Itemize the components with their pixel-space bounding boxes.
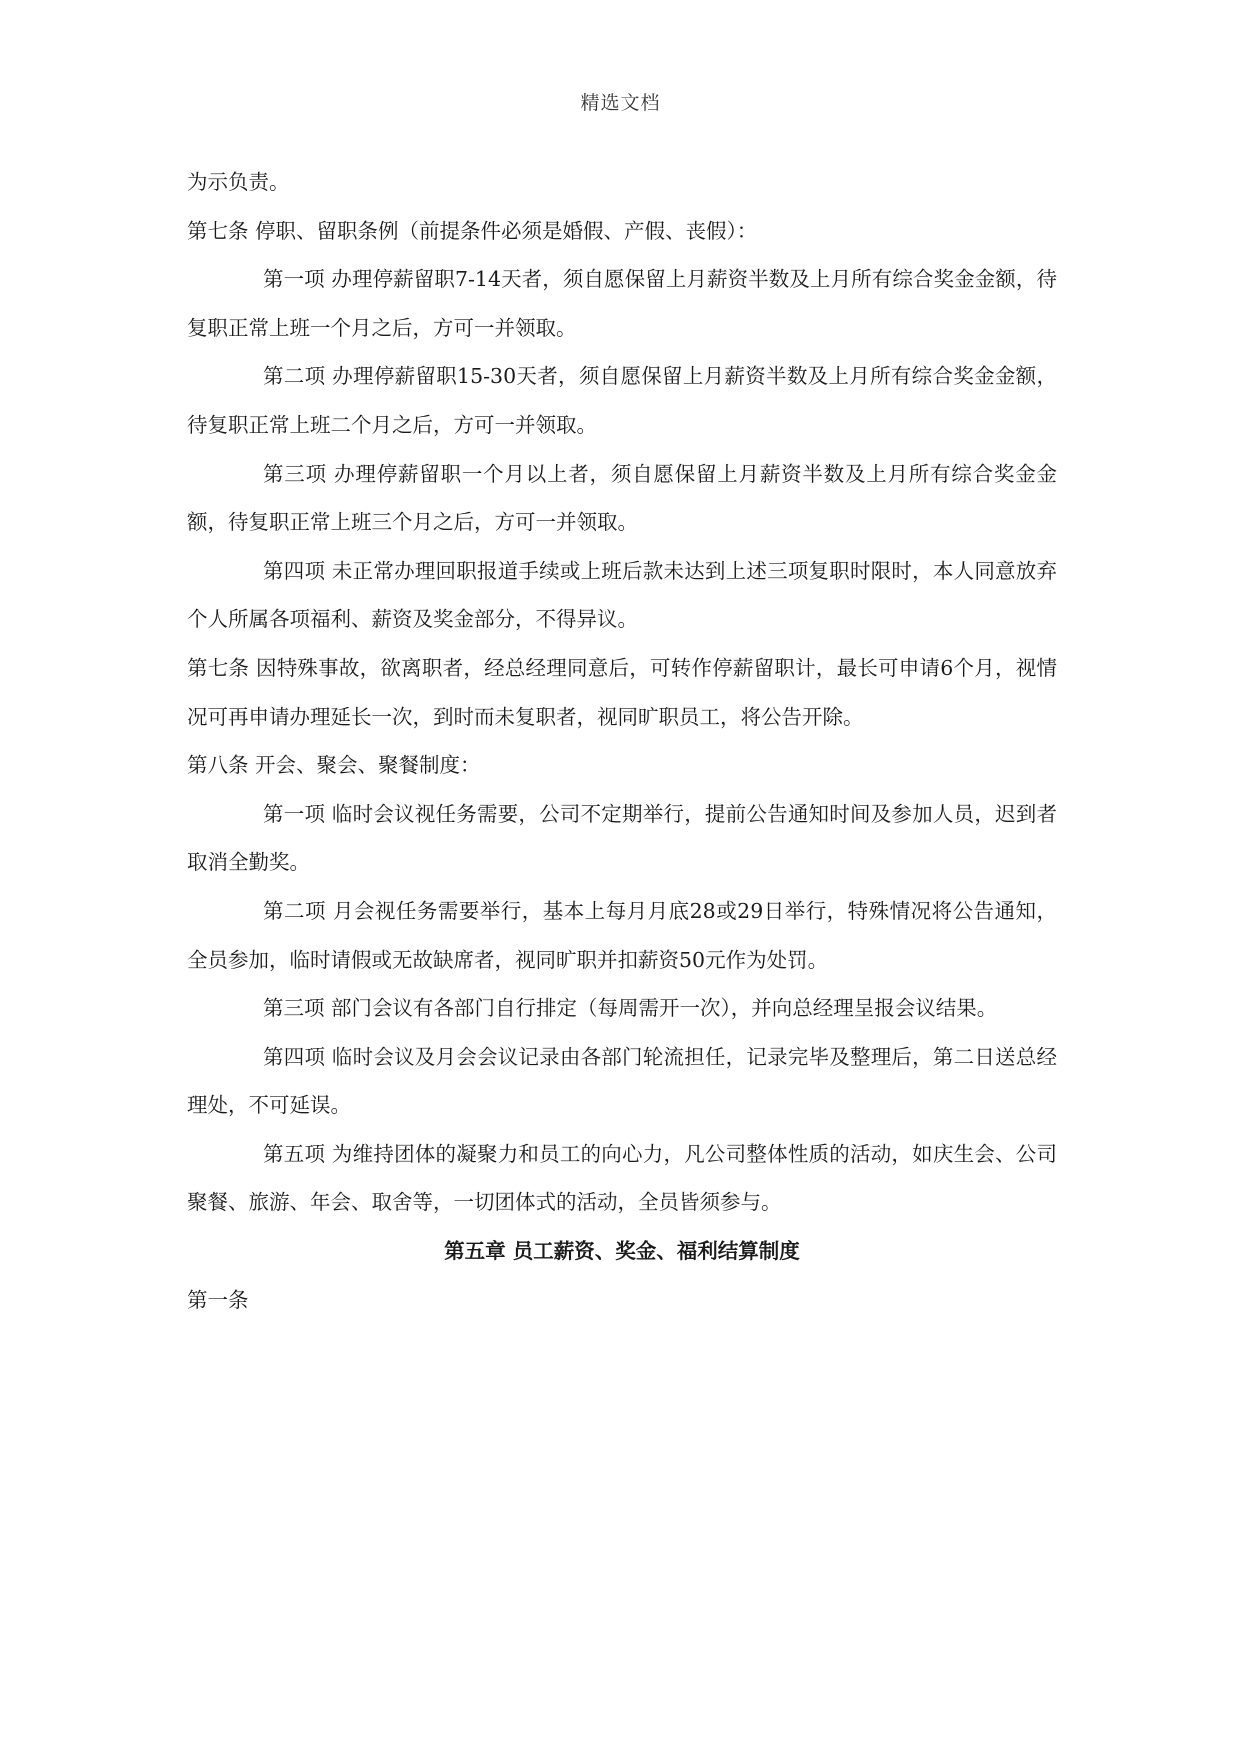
document-body (187, 158, 1057, 1324)
page-header: 精选文档 (580, 92, 661, 114)
paragraph-continuation: 为示负责。 (187, 170, 290, 194)
article-8-item-4: 第四项 临时会议及月会会议记录由各部门轮流担任，记录完毕及整理后，第二日送总经理处，不可延误。 (187, 1044, 1057, 1118)
article-8-item-3: 第三项 部门会议有各部门自行排定（每周需开一次），并向总经理呈报会议结果。 (263, 996, 998, 1021)
article-7-item-1: 第一项 办理停薪留职7-14天者，须自愿保留上月薪资半数及上月所有综合奖金金额，待复职正常上班一个月之后，方可一并领取。 (187, 267, 1057, 340)
article-8-item-5: 第五项 为维持团体的凝聚力和员工的向心力，凡公司整体性质的活动，如庆生会、公司聚餐、旅游、年会、取舍等，一切团体式的活动，全员皆须参与。 (187, 1141, 1057, 1215)
article-8-item-1: 第一项 临时会议视任务需要，公司不定期举行，提前公告通知时间及参加人员，迟到者取消全勤奖。 (187, 801, 1057, 875)
article-7b-paragraph: 第七条 因特殊事故，欲离职者，经总经理同意后，可转作停薪留职计，最长可申请6个月，视情况可再申请办理延长一次，到时而未复职者，视同旷职员工，将公告开除。 (187, 655, 1057, 729)
article-1-heading: 第一条 (187, 1287, 249, 1312)
chapter-heading: 第五章 员工薪资、奖金、福利结算制度 (444, 1239, 800, 1264)
article-7-heading: 第七条 停职、留职条例（前提条件必须是婚假、产假、丧假）： (187, 218, 758, 243)
article-8-heading: 第八条 开会、聚会、聚餐制度： (187, 753, 481, 778)
article-7-item-4: 第四项 未正常办理回职报道手续或上班后款未达到上述三项复职时限时，本人同意放弃个人所属各项福利、薪资及奖金部分，不得异议。 (187, 558, 1057, 632)
article-7-item-2: 第二项 办理停薪留职15-30天者，须自愿保留上月薪资半数及上月所有综合奖金金额，待复职正常上班二个月之后，方可一并领取。 (187, 364, 1057, 437)
article-7-item-3: 第三项 办理停薪留职一个月以上者，须自愿保留上月薪资半数及上月所有综合奖金金额，待复职正常上班三个月之后，方可一并领取。 (187, 461, 1057, 535)
article-8-item-2: 第二项 月会视任务需要举行，基本上每月月底28或29日举行，特殊情况将公告通知，全员参加，临时请假或无故缺席者，视同旷职并扣薪资50元作为处罚。 (187, 898, 1057, 972)
